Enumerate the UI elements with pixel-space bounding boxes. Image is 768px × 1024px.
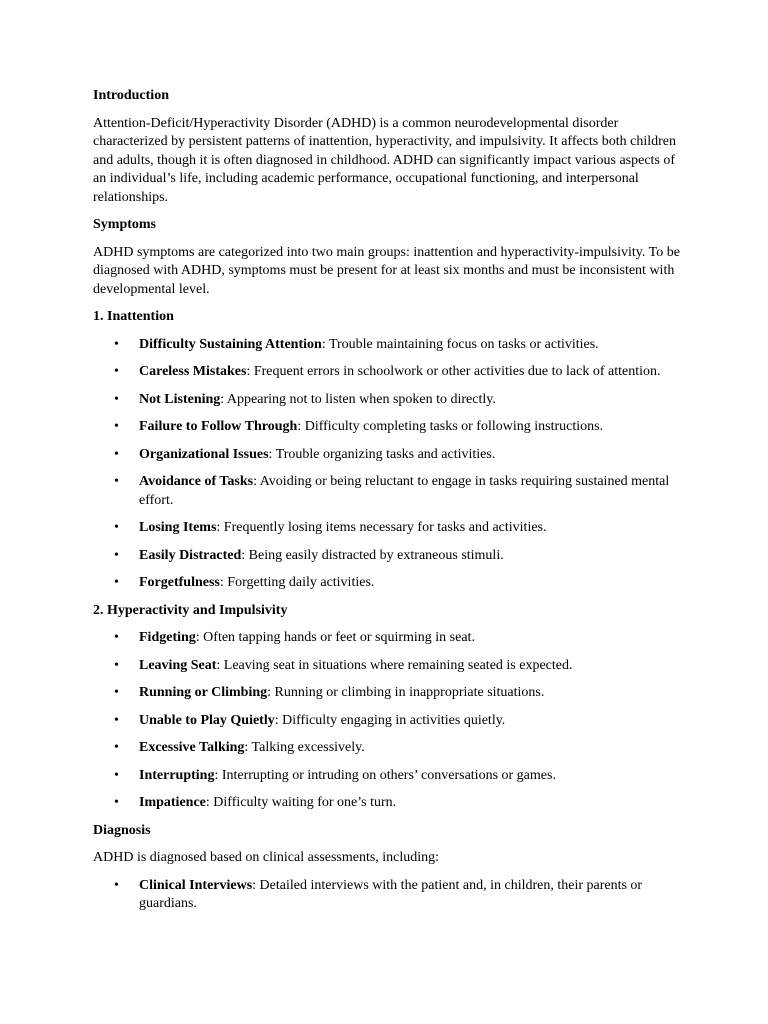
introduction-paragraph: Attention-Deficit/Hyperactivity Disorder (ADHD) is a common neurodevelopmental disorder characterized by persistent patterns of inattention, hyperactivity, and impulsivity. It affects both children and adults, though it is often diagnosed in childhood. ADHD can significantly impact various aspects of an individual’s life, including academic performance, occupational functioning, and interpersonal relationships. <box>93 115 677 205</box>
list-item-description: : Difficulty engaging in activities quietly. <box>274 712 506 728</box>
list-item-description: : Interrupting or intruding on others’ conversations or games. <box>214 767 556 783</box>
bullet-icon: • <box>114 446 119 462</box>
list-item <box>93 547 683 566</box>
list-item-term: Failure to Follow Through <box>139 419 298 434</box>
list-item <box>93 574 683 593</box>
list-item <box>93 767 683 786</box>
list-item-description: : Running or climbing in inappropriate situations. <box>267 685 545 700</box>
bullet-icon: • <box>114 795 119 810</box>
list-item-term: Difficulty Sustaining Attention <box>139 336 322 352</box>
list-item <box>93 712 683 731</box>
list-item-description: : Being easily distracted by extraneous stimuli. <box>241 547 504 563</box>
hyperactivity-list <box>93 629 683 813</box>
list-item-description: : Appearing not to listen when spoken to directly. <box>220 391 496 407</box>
list-item-term: Not Listening <box>139 391 221 407</box>
list-item-description: : Frequent errors in schoolwork or other activities due to lack of attention. <box>246 364 661 379</box>
list-item-term: Excessive Talking <box>139 740 245 755</box>
bullet-icon: • <box>114 520 119 535</box>
diagnosis-heading: Diagnosis <box>93 822 151 838</box>
list-item <box>93 391 683 410</box>
bullet-icon: • <box>114 391 119 407</box>
list-item <box>93 629 683 648</box>
document-body <box>93 87 683 914</box>
list-item <box>93 336 683 355</box>
diagnosis-paragraph: ADHD is diagnosed based on clinical assessments, including: <box>93 850 440 865</box>
list-item-term: Careless Mistakes <box>139 364 247 379</box>
bullet-icon: • <box>114 575 119 590</box>
list-item-description: : Avoiding or being reluctant to engage in tasks requiring sustained mental effort. <box>139 474 670 508</box>
list-item <box>93 473 683 510</box>
list-item <box>93 446 683 465</box>
hyperactivity-heading: 2. Hyperactivity and Impulsivity <box>93 602 288 618</box>
list-item <box>93 418 683 437</box>
list-item <box>93 739 683 758</box>
list-item <box>93 877 683 914</box>
bullet-icon: • <box>114 547 119 563</box>
inattention-list <box>93 336 683 593</box>
list-item <box>93 519 683 538</box>
list-item <box>93 657 683 676</box>
bullet-icon: • <box>114 712 119 728</box>
diagnosis-list <box>93 877 683 914</box>
bullet-icon: • <box>114 657 119 673</box>
list-item <box>93 684 683 703</box>
list-item-term: Losing Items <box>139 520 217 535</box>
list-item-description: : Frequently losing items necessary for tasks and activities. <box>216 520 547 535</box>
list-item-term: Impatience <box>139 795 206 810</box>
bullet-icon: • <box>114 474 119 489</box>
bullet-icon: • <box>114 767 119 783</box>
list-item-description: : Trouble maintaining focus on tasks or activities. <box>321 336 599 352</box>
list-item-description: : Trouble organizing tasks and activities. <box>268 446 496 462</box>
list-item <box>93 363 683 382</box>
list-item-description: : Often tapping hands or feet or squirming in seat. <box>195 630 475 645</box>
symptoms-paragraph: ADHD symptoms are categorized into two main groups: inattention and hyperactivity-impulsivity. To be diagnosed with ADHD, symptoms must be present for at least six months and must be inconsistent with developmental level. <box>93 244 680 297</box>
list-item-term: Avoidance of Tasks <box>139 474 254 489</box>
list-item-term: Interrupting <box>139 767 215 783</box>
list-item-description: : Forgetting daily activities. <box>219 575 375 590</box>
bullet-icon: • <box>114 685 119 700</box>
list-item-description: : Detailed interviews with the patient and, in children, their parents or guardians. <box>139 877 643 911</box>
list-item-description: : Difficulty waiting for one’s turn. <box>205 795 397 810</box>
list-item-term: Forgetfulness <box>139 575 220 590</box>
bullet-icon: • <box>114 364 119 379</box>
list-item-description: : Talking excessively. <box>244 740 365 755</box>
list-item-term: Clinical Interviews <box>139 877 253 893</box>
introduction-heading: Introduction <box>93 88 169 103</box>
list-item-term: Fidgeting <box>139 630 196 645</box>
list-item-term: Easily Distracted <box>139 547 242 563</box>
list-item-term: Leaving Seat <box>139 657 217 673</box>
bullet-icon: • <box>114 419 119 434</box>
list-item-description: : Leaving seat in situations where remaining seated is expected. <box>216 657 573 673</box>
list-item <box>93 794 683 813</box>
list-item-term: Unable to Play Quietly <box>139 712 275 728</box>
list-item-term: Running or Climbing <box>139 685 268 700</box>
inattention-heading: 1. Inattention <box>93 309 174 324</box>
bullet-icon: • <box>114 877 119 893</box>
bullet-icon: • <box>114 740 119 755</box>
bullet-icon: • <box>114 336 119 352</box>
symptoms-heading: Symptoms <box>93 217 157 232</box>
list-item-term: Organizational Issues <box>139 446 269 462</box>
list-item-description: : Difficulty completing tasks or following instructions. <box>297 419 604 434</box>
bullet-icon: • <box>114 630 119 645</box>
